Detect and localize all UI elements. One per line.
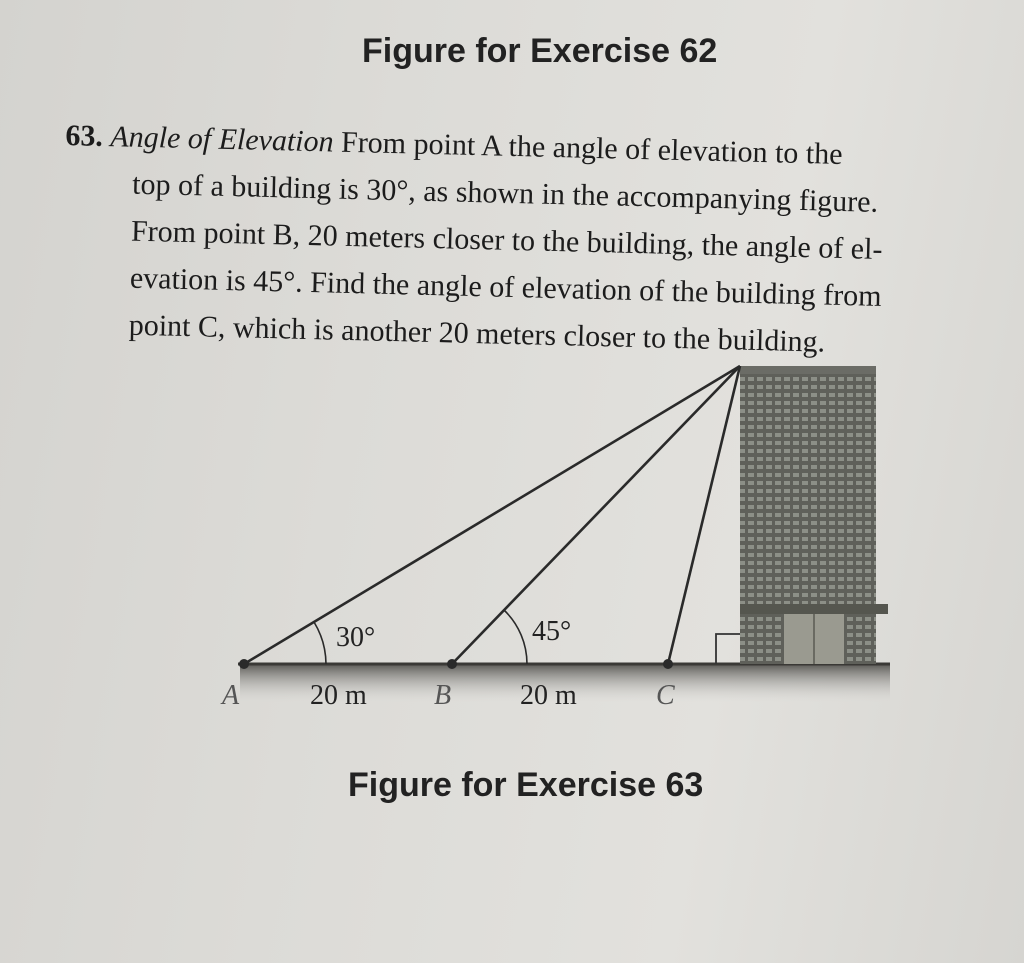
distance-label-bc: 20 m [520, 680, 577, 711]
problem-line-3: From point B, 20 meters closer to the building, the angle of el- [130, 214, 883, 266]
angle-label-b: 45° [532, 616, 572, 647]
problem-line-5: point C, which is another 20 meters closer to the building. [128, 308, 826, 359]
problem-title: Angle of Elevation [110, 120, 335, 159]
point-b-dot [447, 659, 457, 669]
angle-arc-b [504, 610, 527, 664]
right-angle-marker [716, 634, 740, 664]
angle-arc-a [314, 622, 326, 664]
sight-line-a [244, 366, 740, 664]
angle-label-a: 30° [336, 622, 376, 653]
problem-text-1: From point A the angle of elevation to the [340, 125, 843, 171]
building-canopy [740, 604, 888, 614]
point-c-dot [663, 659, 673, 669]
distance-label-ab: 20 m [310, 680, 367, 711]
problem-line-2: top of a building is 30°, as shown in the accompanying figure. [131, 167, 879, 219]
caption-exercise-63: Figure for Exercise 63 [348, 766, 704, 804]
point-a-dot [239, 659, 249, 669]
sight-line-c [668, 366, 740, 664]
caption-exercise-62: Figure for Exercise 62 [362, 32, 718, 70]
building [740, 366, 888, 664]
problem-line-4: evation is 45°. Find the angle of elevation of the building from [129, 261, 882, 313]
building-roof [740, 366, 876, 374]
point-label-b: B [434, 680, 452, 711]
sight-line-b [452, 366, 740, 664]
problem-number: 63. [65, 118, 104, 153]
point-label-a: A [222, 680, 240, 711]
point-label-c: C [656, 680, 675, 711]
